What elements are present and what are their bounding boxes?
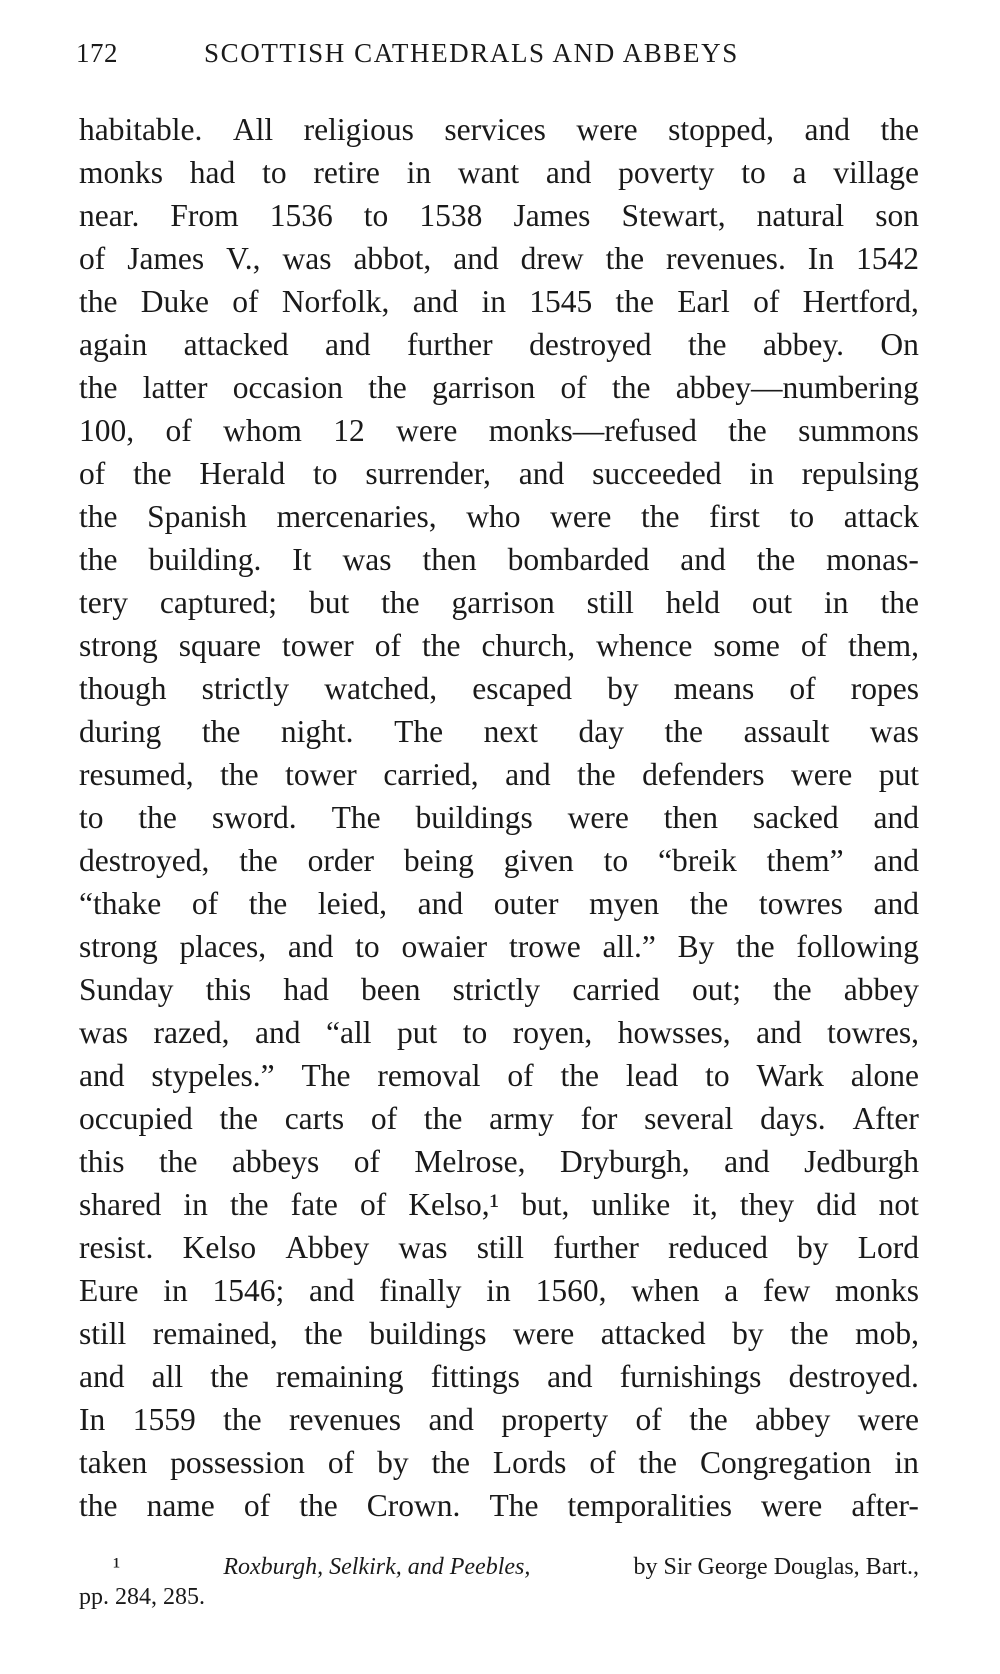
text-line: tery captured; but the garrison still held out in the: [79, 585, 919, 620]
footnote-marker: ¹: [113, 1554, 121, 1580]
text-line: shared in the fate of Kelso,¹ but, unlike it, they did not: [79, 1187, 919, 1222]
text-line: and all the remaining fittings and furnishings destroyed.: [79, 1359, 919, 1394]
text-line: occupied the carts of the army for several days. After: [79, 1101, 919, 1136]
footnote-line-1: [79, 1552, 919, 1582]
text-line: was razed, and “all put to royen, howsses, and towres,: [79, 1015, 919, 1050]
text-line: destroyed, the order being given to “breik them” and: [79, 843, 919, 878]
text-line: still remained, the buildings were attacked by the mob,: [79, 1316, 919, 1351]
footnote-attribution: by Sir George Douglas, Bart.,: [633, 1554, 919, 1580]
footnote-title: Roxburgh, Selkirk, and Peebles,: [223, 1554, 531, 1580]
text-line: and stypeles.” The removal of the lead to Wark alone: [79, 1058, 919, 1093]
text-line: to the sword. The buildings were then sacked and: [79, 800, 919, 835]
text-line: the latter occasion the garrison of the abbey—numbering: [79, 370, 919, 405]
text-line: the name of the Crown. The temporalities were after-: [79, 1488, 919, 1523]
running-title: SCOTTISH CATHEDRALS AND ABBEYS: [204, 38, 739, 68]
text-line: near. From 1536 to 1538 James Stewart, natural son: [79, 198, 919, 233]
page-number: 172: [76, 38, 118, 68]
footnote-line-2: [79, 1582, 919, 1612]
page-header: [76, 38, 916, 78]
text-line: In 1559 the revenues and property of the abbey were: [79, 1402, 919, 1437]
text-line: of James V., was abbot, and drew the revenues. In 1542: [79, 241, 919, 276]
text-line: strong square tower of the church, whence some of them,: [79, 628, 919, 663]
text-line: monks had to retire in want and poverty to a village: [79, 155, 919, 190]
text-line: resumed, the tower carried, and the defenders were put: [79, 757, 919, 792]
text-line: of the Herald to surrender, and succeeded in repulsing: [79, 456, 919, 491]
footnote: [79, 1552, 919, 1612]
text-line: this the abbeys of Melrose, Dryburgh, and Jedburgh: [79, 1144, 919, 1179]
text-line: habitable. All religious services were stopped, and the: [79, 112, 919, 147]
text-line: again attacked and further destroyed the abbey. On: [79, 327, 919, 362]
text-line: taken possession of by the Lords of the Congregation in: [79, 1445, 919, 1480]
text-line: 100, of whom 12 were monks—refused the summons: [79, 413, 919, 448]
body-text: [79, 108, 919, 1527]
text-line: strong places, and to owaier trowe all.” By the following: [79, 929, 919, 964]
text-line: Sunday this had been strictly carried out; the abbey: [79, 972, 919, 1007]
text-line: the Duke of Norfolk, and in 1545 the Earl of Hertford,: [79, 284, 919, 319]
text-line: though strictly watched, escaped by means of ropes: [79, 671, 919, 706]
text-line: Eure in 1546; and finally in 1560, when a few monks: [79, 1273, 919, 1308]
text-line: the Spanish mercenaries, who were the first to attack: [79, 499, 919, 534]
text-line: the building. It was then bombarded and the monas-: [79, 542, 919, 577]
footnote-pages: pp. 284, 285.: [79, 1584, 205, 1610]
text-line: resist. Kelso Abbey was still further reduced by Lord: [79, 1230, 919, 1265]
text-line: “thake of the leied, and outer myen the towres and: [79, 886, 919, 921]
text-line: during the night. The next day the assault was: [79, 714, 919, 749]
